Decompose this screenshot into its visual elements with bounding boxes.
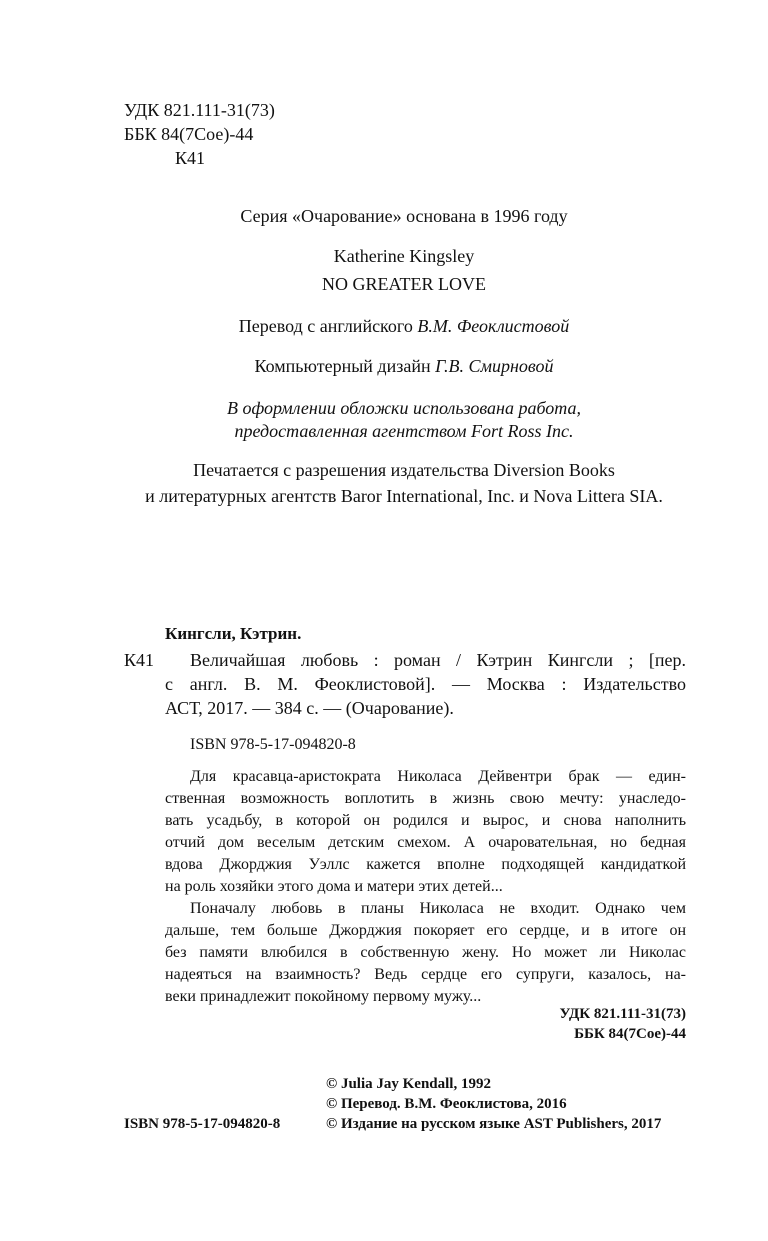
annotation-line: Для красавца-аристократа Николаса Дейвентри брак — един- xyxy=(190,768,686,785)
catalog-isbn: ISBN 978-5-17-094820-8 xyxy=(190,736,356,753)
annotation-line: дальше, тем больше Джорджия покоряет его сердце, и в итоге он xyxy=(165,922,686,939)
copyright-line: © Издание на русском языке AST Publishers, 2017 xyxy=(326,1116,662,1132)
annotation-line: на роль хозяйки этого дома и матери этих детей... xyxy=(165,878,503,895)
catalog-line: АСТ, 2017. — 384 с. — (Очарование). xyxy=(165,698,454,718)
bottom-bbk-code: ББК 84(7Сое)-44 xyxy=(574,1026,686,1042)
udk-code: УДК 821.111-31(73) xyxy=(124,100,275,120)
annotation-line: вать усадьбу, в которой он родился и вырос, и снова наполнить xyxy=(165,812,686,829)
annotation-line: отчий дом веселым детским смехом. А очаровательная, но бедная xyxy=(165,834,686,851)
copyright-line: © Julia Jay Kendall, 1992 xyxy=(326,1076,491,1092)
translation-label: Перевод с английского xyxy=(238,316,418,336)
design-label: Компьютерный дизайн xyxy=(254,356,436,376)
cover-note-line: предоставленная агентством Fort Ross Inc. xyxy=(234,421,574,441)
copyright-line: © Перевод. В.М. Феоклистова, 2016 xyxy=(326,1096,567,1112)
annotation-line: Поначалу любовь в планы Николаса не входит. Однако чем xyxy=(190,900,686,917)
catalog-line: с англ. В. М. Феоклистовой]. — Москва : Издательство xyxy=(165,674,686,694)
original-author: Katherine Kingsley xyxy=(333,246,475,266)
designer-name: Г.В. Смирновой xyxy=(435,356,554,376)
annotation-line: вдова Джорджия Уэллс кажется вполне подходящей кандидаткой xyxy=(165,856,686,873)
annotation-line: ственная возможность воплотить в жизнь свою мечту: унаследо- xyxy=(165,790,686,807)
series-note: Серия «Очарование» основана в 1996 году xyxy=(240,206,568,226)
annotation-line: без памяти влюбился в собственную жену. Но может ли Николас xyxy=(165,944,686,961)
catalog-sign: К41 xyxy=(124,650,155,670)
copyright-isbn: ISBN 978-5-17-094820-8 xyxy=(124,1116,281,1132)
annotation-line: надеяться на взаимность? Ведь сердце его супруги, казалось, на- xyxy=(165,966,686,983)
translator-name: В.М. Феоклистовой xyxy=(417,316,570,336)
design-credit xyxy=(20,356,768,377)
permission-line: Печатается с разрешения издательства Diversion Books xyxy=(193,460,615,480)
bottom-udk-code: УДК 821.111-31(73) xyxy=(559,1006,686,1022)
cover-note-line: В оформлении обложки использована работа, xyxy=(226,398,581,418)
catalog-line: Величайшая любовь : роман / Кэтрин Кингсли ; [пер. xyxy=(190,650,686,670)
annotation-line: веки принадлежит покойному первому мужу... xyxy=(165,988,482,1005)
author-sign: К41 xyxy=(175,148,206,168)
catalog-author-heading: Кингсли, Кэтрин. xyxy=(165,624,302,643)
original-title: NO GREATER LOVE xyxy=(322,274,486,294)
translation-credit xyxy=(20,316,768,337)
permission-line: и литературных агентств Baror International, Inc. и Nova Littera SIA. xyxy=(145,486,663,506)
bbk-code: ББК 84(7Сое)-44 xyxy=(124,124,254,144)
